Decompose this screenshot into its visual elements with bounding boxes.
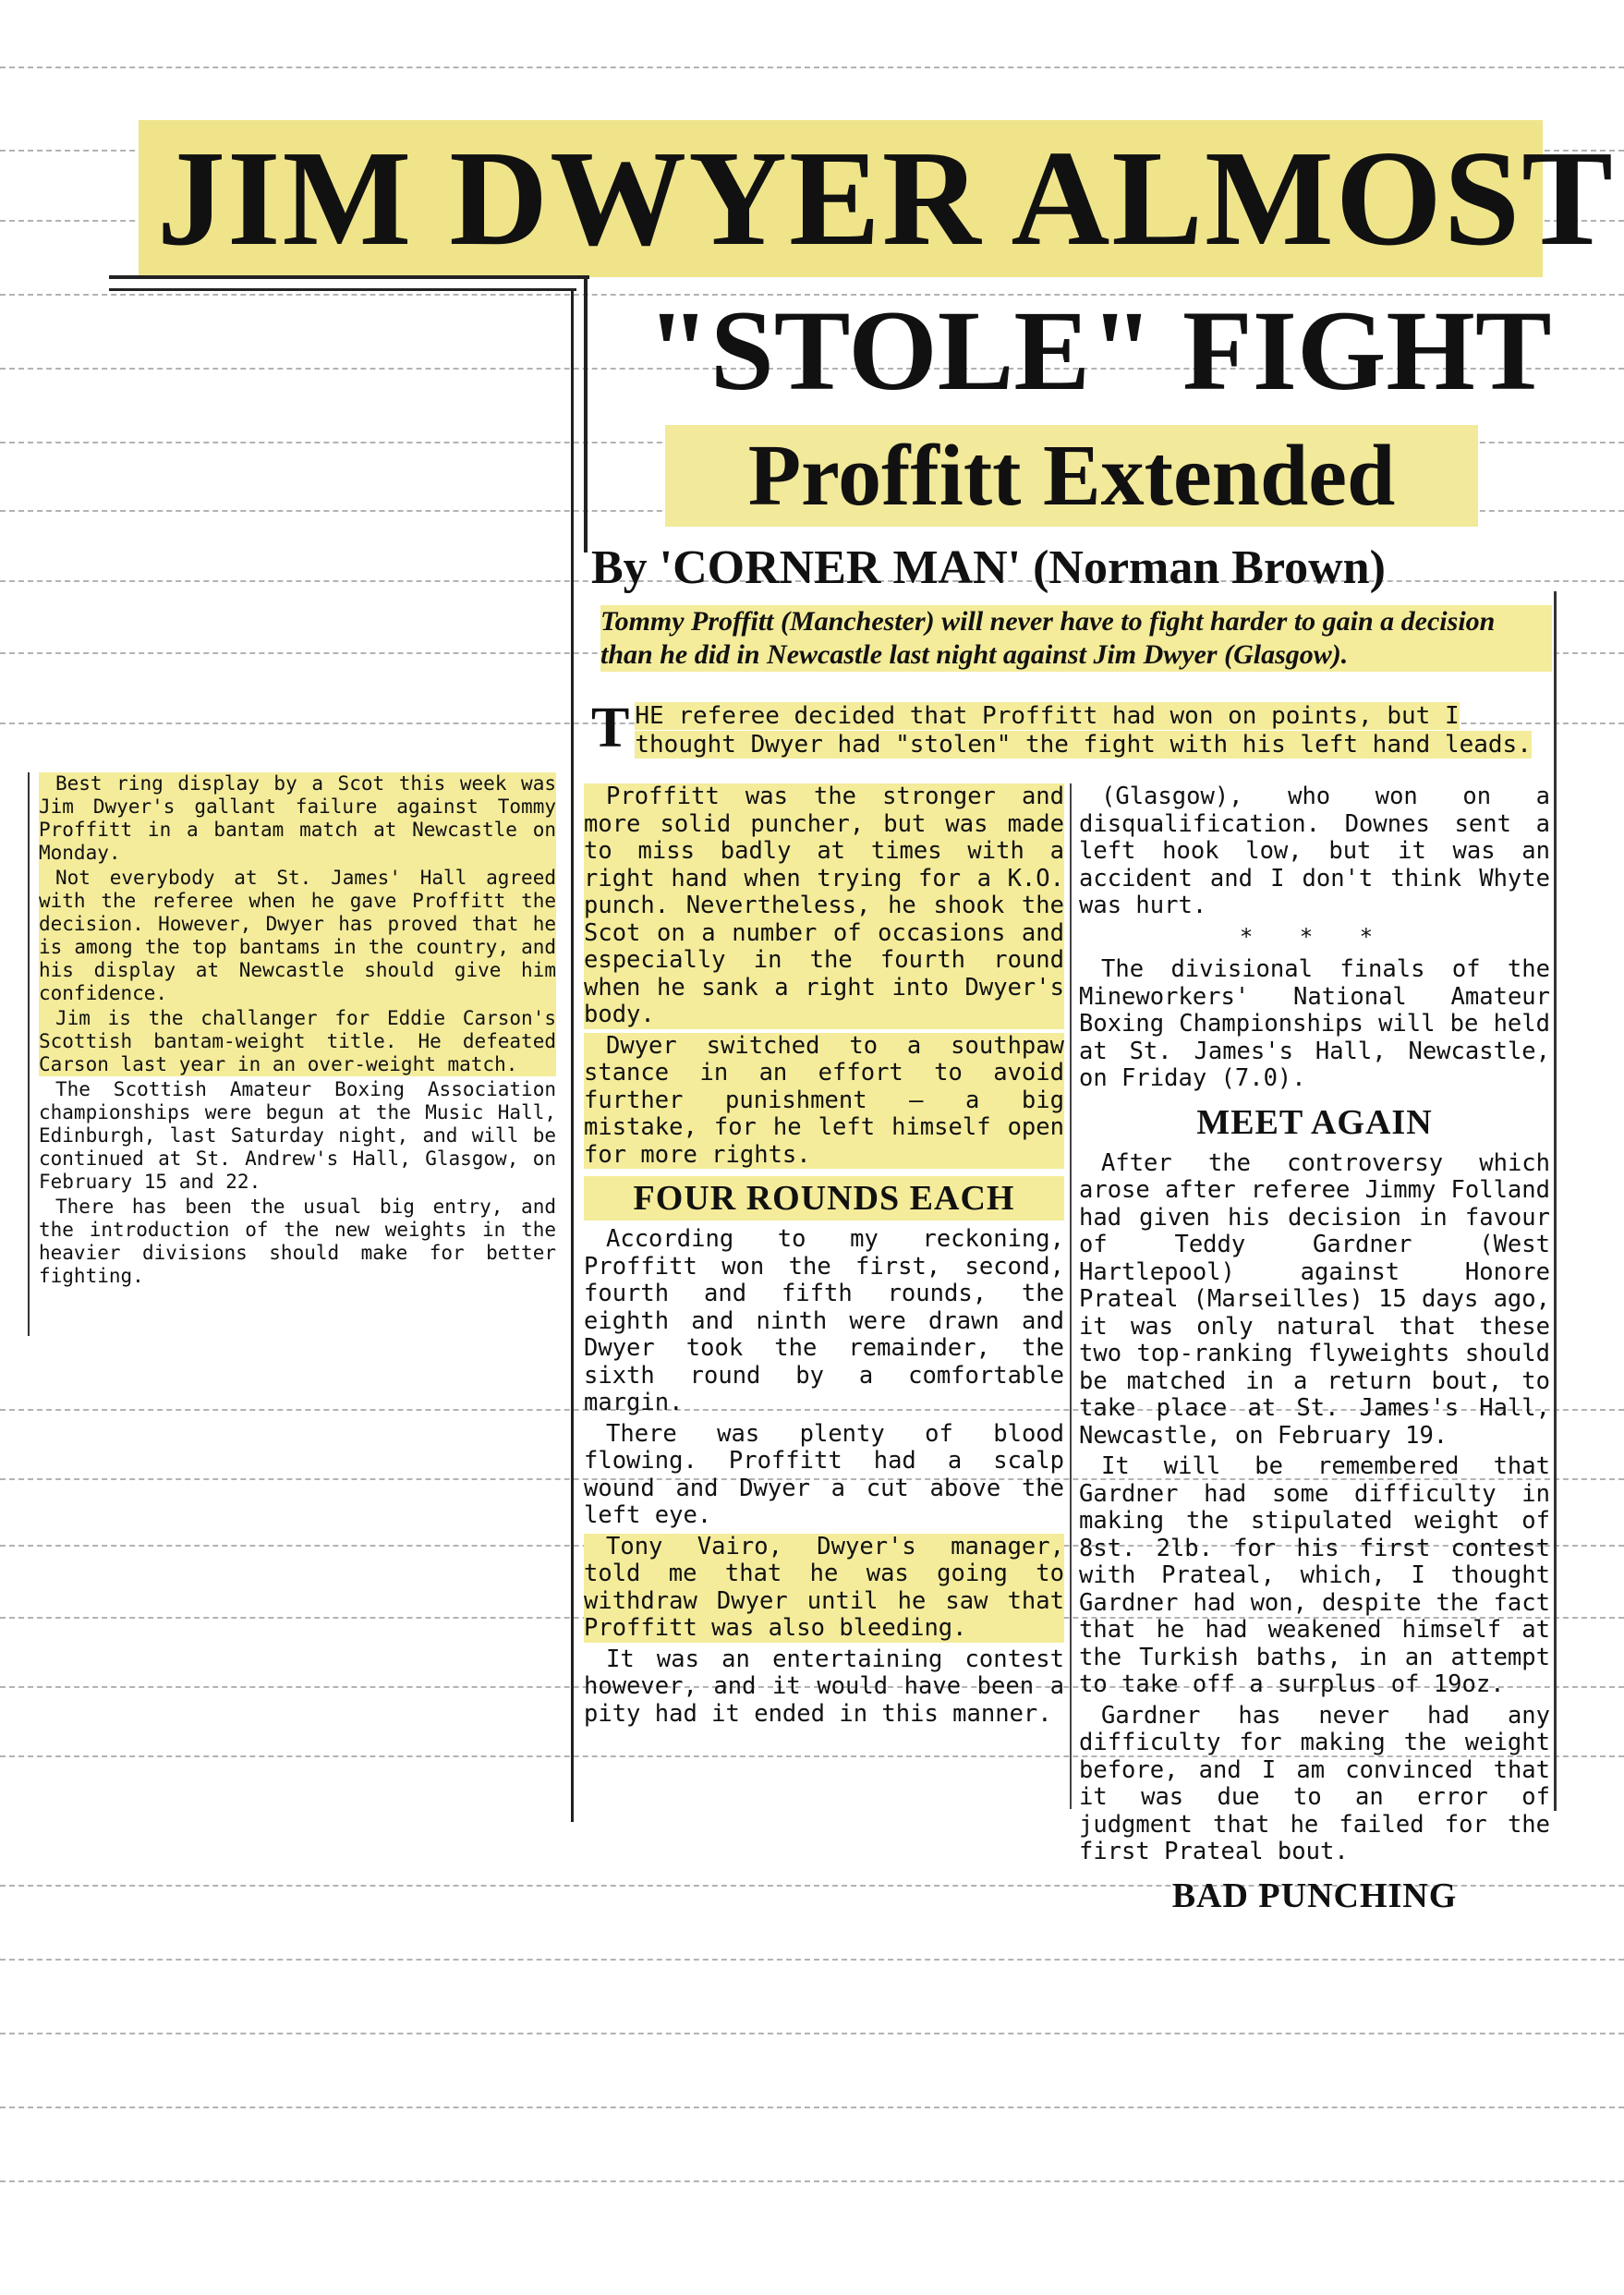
frame-rule	[584, 275, 588, 552]
paragraph: Jim is the challanger for Eddie Carson's Scottish bantam-weight title. He defeated Carson last year in an over-weight match.	[39, 1007, 556, 1075]
paragraph: According to my reckoning, Proffitt won the first, second, fourth and fifth rounds, the eighth and ninth were drawn and Dwyer took the remainder, the sixth round by a comfortable margin.	[584, 1225, 1064, 1416]
frame-rule	[109, 275, 589, 279]
paragraph: (Glasgow), who won on a disqualification. Downes sent a left hook low, but it was an accident and I don't think Whyte was hurt.	[1079, 783, 1550, 919]
drop-cap: T	[591, 697, 630, 759]
frame-rule	[1554, 591, 1557, 1811]
lead-text: HE referee decided that Proffitt had won on points, but I thought Dwyer had "stolen" the fight with his left hand leads.	[635, 702, 1532, 759]
column-divider	[1070, 783, 1072, 1809]
subhead: BAD PUNCHING	[1171, 1876, 1458, 1915]
paragraph: It will be remembered that Gardner had some difficulty in making the stipulated weight of 8st. 2lb. for his first contest with Prateal, which, I thought Gardner had won, despite the fact that he had weakened himself at the Turkish baths, in an attempt to take off a surplus of 19oz.	[1079, 1452, 1550, 1698]
paragraph: Gardner has never had any difficulty for making the weight before, and I am convinced that it was due to an error of judgment that he failed for the first Prateal bout.	[1079, 1701, 1550, 1865]
paragraph: The Scottish Amateur Boxing Association championships were begun at the Music Hall, Edinburgh, last Saturday night, and will be continued at St. Andrew's Hall, Glasgow, on February 15 and 22.	[39, 1078, 556, 1193]
byline: By 'CORNER MAN' (Norman Brown)	[591, 541, 1386, 594]
lead-paragraph	[591, 697, 1561, 759]
headline-sub: Proffitt Extended	[665, 425, 1478, 527]
article-column-right	[1079, 783, 1550, 1924]
sidebar-highlight	[39, 772, 556, 1076]
frame-rule	[109, 288, 576, 291]
standfirst: Tommy Proffitt (Manchester) will never have to fight harder to gain a decision than he did in Newcastle last night against Jim Dwyer (Glasgow).	[600, 605, 1552, 672]
headline-second: "STOLE" FIGHT	[647, 287, 1552, 414]
page-rule	[0, 67, 1624, 68]
paragraph: Not everybody at St. James' Hall agreed with the referee when he gave Proffitt the decision. However, Dwyer has proved that he is among the top bantams in the country, and his display at Newcastle should give him confidence.	[39, 867, 556, 1004]
paragraph: Best ring display by a Scot this week was Jim Dwyer's gallant failure against Tommy Proffitt in a bantam match at Newcastle on Monday.	[39, 772, 556, 864]
subhead: MEET AGAIN	[1196, 1102, 1433, 1142]
subhead: FOUR ROUNDS EACH	[584, 1176, 1064, 1220]
page-rule	[0, 1959, 1624, 1961]
paragraph: There was plenty of blood flowing. Proffitt had a scalp wound and Dwyer a cut above the left eye.	[584, 1419, 1064, 1529]
page-rule	[0, 2107, 1624, 2108]
paragraph: Dwyer switched to a southpaw stance in an effort to avoid further punishment — a big mistake, for he left himself open for more rights.	[584, 1031, 1064, 1169]
sidebar-clipping	[39, 772, 556, 1290]
paragraph: Tony Vairo, Dwyer's manager, told me that he was going to withdraw Dwyer until he saw that Proffitt was also bleeding.	[584, 1532, 1064, 1642]
sidebar-border	[28, 772, 30, 1336]
page-rule	[0, 2033, 1624, 2034]
frame-rule	[571, 288, 574, 1822]
paragraph: It was an entertaining contest however, and it would have been a pity had it ended in this manner.	[584, 1645, 1064, 1728]
paragraph: After the controversy which arose after referee Jimmy Folland had given his decision in favour of Teddy Gardner (West Hartlepool) against Honore Prateal (Marseilles) 15 days ago, it was only natural that these two top-ranking flyweights should be matched in a return bout, to take place at St. James's Hall, Newcastle, on February 19.	[1079, 1148, 1550, 1450]
paragraph: Proffitt was the stronger and more solid puncher, but was made to miss badly at times with a right hand when trying for a K.O. punch. Nevertheless, he shook the Scot on a number of occasions and especially in the fourth round when he sank a right into Dwyer's body.	[584, 783, 1064, 1028]
page-rule	[0, 2180, 1624, 2182]
paragraph: There has been the usual big entry, and the introduction of the new weights in the heavier divisions should make for better fighting.	[39, 1196, 556, 1287]
paragraph: The divisional finals of the Mineworkers' National Amateur Boxing Championships will be held at St. James's Hall, Newcastle, on Friday (7.0).	[1079, 955, 1550, 1092]
section-break-stars: * * *	[1239, 923, 1390, 950]
article-column-middle	[584, 783, 1064, 1731]
headline-main: JIM DWYER ALMOST	[139, 120, 1543, 277]
